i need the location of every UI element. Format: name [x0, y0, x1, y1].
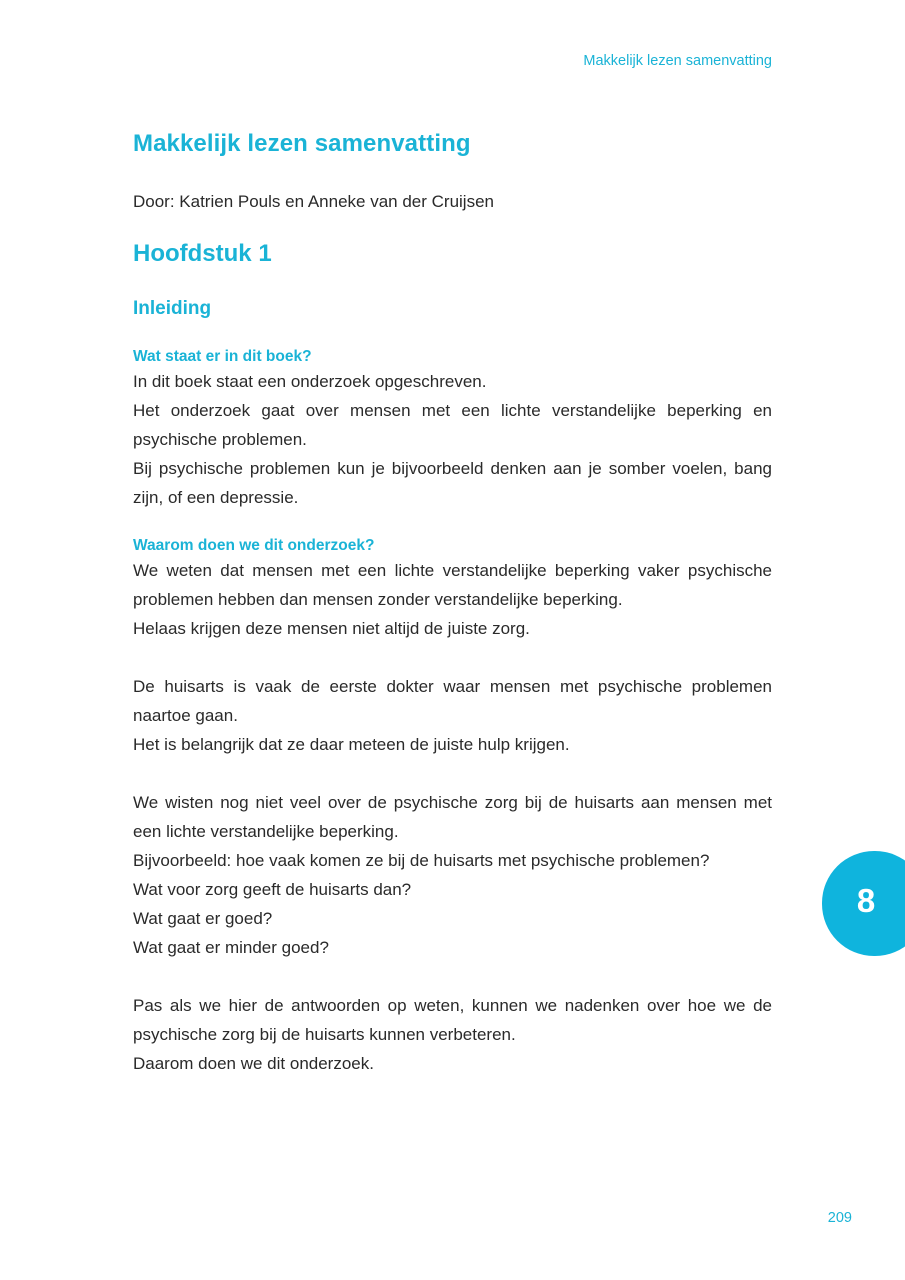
text-line: We weten dat mensen met een lichte verstandelijke beperking vaker psychische problemen hebben dan mensen zonder verstandelijke beperking.: [133, 561, 772, 609]
authors-line: Door: Katrien Pouls en Anneke van der Cruijsen: [133, 192, 494, 211]
text-line: De huisarts is vaak de eerste dokter waar mensen met psychische problemen naartoe gaan.: [133, 677, 772, 725]
text-line: Pas als we hier de antwoorden op weten, kunnen we nadenken over hoe we de psychische zorg bij de huisarts kunnen verbeteren.: [133, 996, 772, 1044]
text-line: Wat gaat er goed?: [133, 909, 273, 928]
text-line: Bijvoorbeeld: hoe vaak komen ze bij de huisarts met psychische problemen?: [133, 851, 710, 870]
chapter-number: 8: [856, 882, 876, 919]
chapter-title: Hoofdstuk 1: [133, 240, 272, 267]
section-title: Inleiding: [133, 298, 212, 319]
paragraph: [133, 556, 772, 643]
section-block-what: [133, 347, 772, 512]
page-content: [133, 124, 772, 1078]
page-number: 209: [827, 1210, 852, 1226]
document-title: Makkelijk lezen samenvatting: [133, 130, 471, 157]
sub-heading: Waarom doen we dit onderzoek?: [133, 537, 375, 554]
text-line: Wat voor zorg geeft de huisarts dan?: [133, 880, 412, 899]
text-line: Het is belangrijk dat ze daar meteen de juiste hulp krijgen.: [133, 735, 570, 754]
running-header: Makkelijk lezen samenvatting: [583, 53, 772, 69]
paragraph: [133, 367, 772, 512]
paragraph: [133, 788, 772, 962]
section-block-why: [133, 536, 772, 1078]
text-line: Bij psychische problemen kun je bijvoorbeeld denken aan je somber voelen, bang zijn, of een depressie.: [133, 459, 772, 507]
text-line: In dit boek staat een onderzoek opgeschreven.: [133, 372, 487, 391]
text-line: Wat gaat er minder goed?: [133, 938, 329, 957]
paragraph: [133, 672, 772, 759]
text-line: Daarom doen we dit onderzoek.: [133, 1054, 374, 1073]
chapter-tab: [822, 851, 905, 956]
sub-heading: Wat staat er in dit boek?: [133, 348, 312, 365]
text-line: We wisten nog niet veel over de psychische zorg bij de huisarts aan mensen met een lichte verstandelijke beperking.: [133, 793, 772, 841]
text-line: Helaas krijgen deze mensen niet altijd de juiste zorg.: [133, 619, 530, 638]
paragraph: [133, 991, 772, 1078]
text-line: Het onderzoek gaat over mensen met een lichte verstandelijke beperking en psychische problemen.: [133, 401, 772, 449]
